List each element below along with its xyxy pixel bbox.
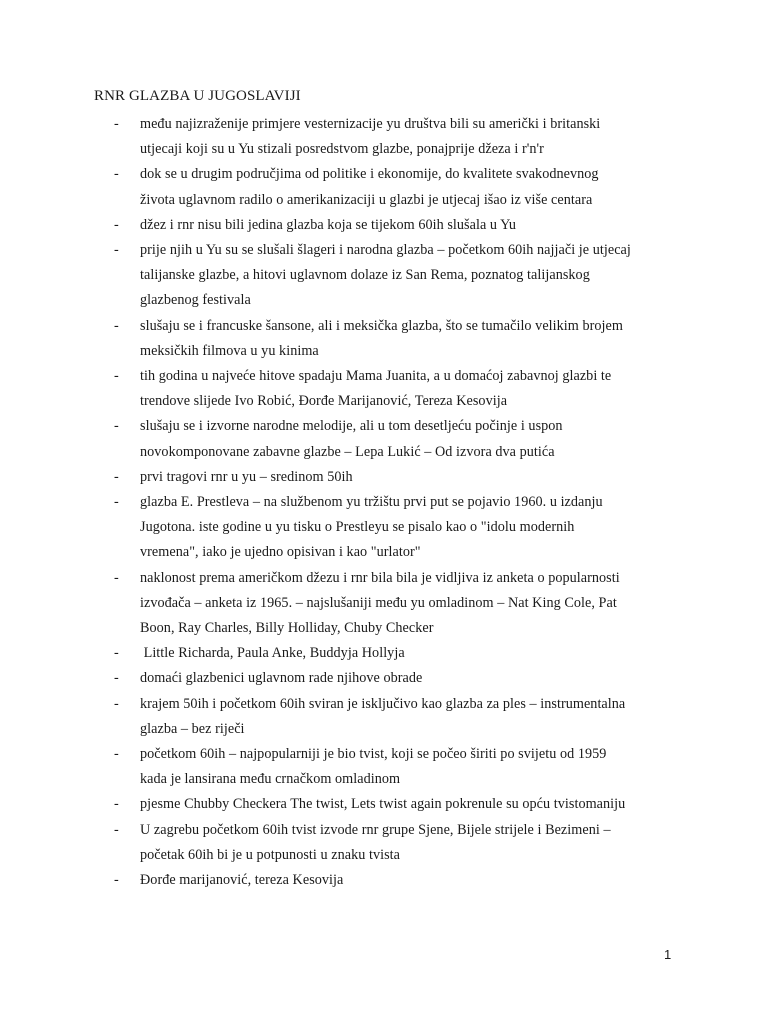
list-item-line: krajem 50ih i početkom 60ih sviran je isključivo kao glazba za ples – instrumentalna: [140, 695, 626, 712]
list-item: [114, 238, 694, 314]
list-item-line: slušaju se i francuske šansone, ali i meksička glazba, što se tumačilo velikim brojem: [140, 317, 623, 334]
list-item-line: kada je lansirana među crnačkom omladinom: [140, 771, 401, 788]
list-item: [114, 490, 694, 566]
list-item: [114, 213, 694, 238]
list-item-line: džez i rnr nisu bili jedina glazba koja se tijekom 60ih slušala u Yu: [140, 216, 516, 233]
bullet-dash: -: [114, 746, 119, 763]
list-item-line: dok se u drugim područjima od politike i ekonomije, do kvalitete svakodnevnog: [140, 166, 599, 183]
bullet-list: [114, 112, 694, 893]
list-item-line: glazba E. Prestleva – na službenom yu tržištu prvi put se pojavio 1960. u izdanju: [140, 494, 603, 511]
list-item-line: među najizraženije primjere vesternizacije yu društva bili su američki i britanski: [140, 116, 601, 132]
bullet-dash: -: [114, 796, 119, 813]
list-item: [114, 162, 694, 212]
list-item: [114, 465, 694, 490]
list-item: [114, 666, 694, 691]
bullet-dash: -: [114, 368, 119, 385]
list-item: [114, 818, 694, 868]
list-item-line: meksičkih filmova u yu kinima: [140, 342, 319, 359]
list-item: [114, 692, 694, 742]
bullet-dash: -: [114, 116, 119, 132]
list-item-line: prvi tragovi rnr u yu – sredinom 50ih: [140, 468, 353, 485]
list-item: [114, 414, 694, 464]
list-item-line: početkom 60ih – najpopularniji je bio tvist, koji se počeo širiti po svijetu od 1959: [140, 746, 607, 763]
list-item-line: Jugotona. iste godine u yu tisku o Prestleyu se pisalo kao o "idolu modernih: [140, 519, 575, 536]
bullet-dash: -: [114, 166, 119, 183]
list-item-line: domaći glazbenici uglavnom rade njihove obrade: [140, 670, 423, 687]
list-item: [114, 868, 694, 893]
list-item-line: vremena", iako je ujedno opisivan i kao "urlator": [140, 544, 421, 561]
list-item: [114, 112, 694, 162]
bullet-dash: -: [114, 670, 119, 687]
bullet-dash: -: [114, 695, 119, 712]
list-item-line: novokomponovane zabavne glazbe – Lepa Lukić – Od izvora dva putića: [140, 443, 555, 460]
list-item-line: pjesme Chubby Checkera The twist, Lets twist again pokrenule su opću tvistomaniju: [140, 796, 626, 813]
list-item-line: života uglavnom radilo o amerikanizaciji u glazbi je utjecaj išao iz više centara: [140, 191, 593, 208]
bullet-dash: -: [114, 645, 119, 662]
list-item-line: Đorđe marijanović, tereza Kesovija: [140, 872, 344, 889]
list-item: [114, 742, 694, 792]
list-item-line: tih godina u najveće hitove spadaju Mama Juanita, a u domaćoj zabavnoj glazbi te: [140, 368, 612, 385]
list-item-line: glazba – bez riječi: [140, 720, 245, 737]
bullet-dash: -: [114, 418, 119, 435]
bullet-dash: -: [114, 872, 119, 889]
list-item-line: utjecaji koji su u Yu stizali posredstvom glazbe, ponajprije džeza i r'n'r: [140, 141, 544, 158]
list-item: [114, 641, 694, 666]
list-item-line: naklonost prema američkom džezu i rnr bila bila je vidljiva iz anketa o popularnosti: [140, 569, 620, 586]
list-item-line: prije njih u Yu su se slušali šlageri i narodna glazba – početkom 60ih najjači je utjecaj: [140, 242, 631, 259]
bullet-dash: -: [114, 468, 119, 485]
page-number: 1: [664, 947, 672, 962]
document-title: RNR GLAZBA U JUGOSLAVIJI: [94, 88, 301, 104]
list-item-line: Boon, Ray Charles, Billy Holliday, Chuby Checker: [140, 620, 434, 637]
list-item: [114, 364, 694, 414]
bullet-dash: -: [114, 569, 119, 586]
list-item-line: talijanske glazbe, a hitovi uglavnom dolaze iz San Rema, poznatog talijanskog: [140, 267, 590, 284]
list-item: [114, 566, 694, 642]
list-item-line: trendove slijede Ivo Robić, Đorđe Marijanović, Tereza Kesovija: [140, 393, 508, 410]
bullet-dash: -: [114, 317, 119, 334]
bullet-dash: -: [114, 821, 119, 838]
list-item: [114, 792, 694, 817]
bullet-dash: -: [114, 494, 119, 511]
list-item: [114, 314, 694, 364]
list-item-line: U zagrebu početkom 60ih tvist izvode rnr grupe Sjene, Bijele strijele i Bezimeni –: [140, 821, 611, 838]
list-item-line: početak 60ih bi je u potpunosti u znaku tvista: [140, 846, 400, 863]
list-item-line: Little Richarda, Paula Anke, Buddyja Hollyja: [140, 645, 405, 662]
bullet-dash: -: [114, 216, 119, 233]
list-item-line: glazbenog festivala: [140, 292, 251, 309]
bullet-dash: -: [114, 242, 119, 259]
list-item-line: izvođača – anketa iz 1965. – najslušaniji među yu omladinom – Nat King Cole, Pat: [140, 594, 617, 611]
list-item-line: slušaju se i izvorne narodne melodije, ali u tom desetljeću počinje i uspon: [140, 418, 563, 435]
